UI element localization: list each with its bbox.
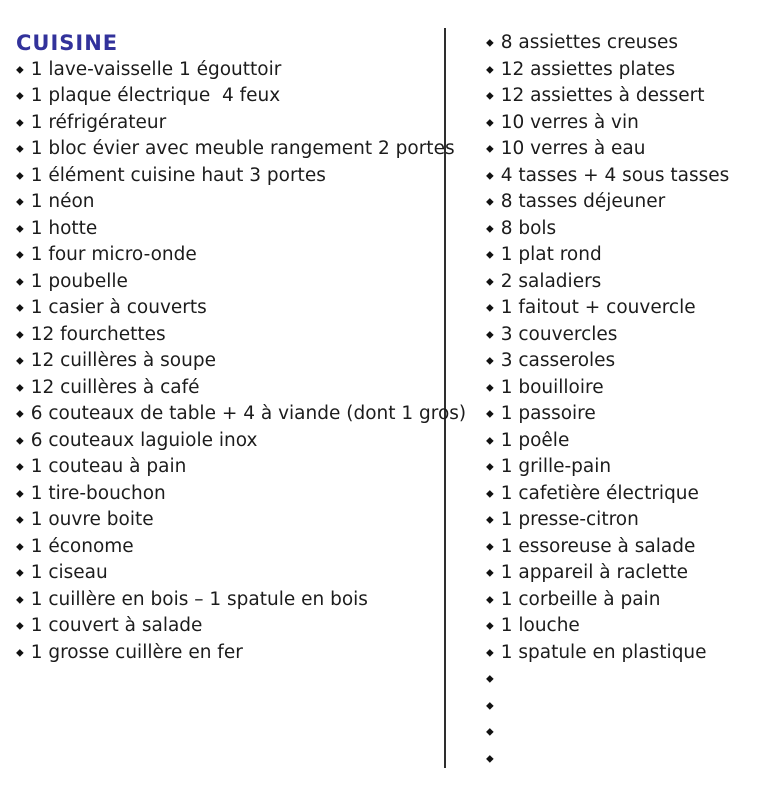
item-text: 12 assiettes à dessert [500, 85, 705, 106]
list-item [16, 428, 440, 455]
list-item [486, 401, 766, 428]
list-item [486, 110, 766, 137]
item-text: 1 bouilloire [500, 376, 604, 398]
left-item-list [16, 57, 467, 667]
diamond-bullet-icon: ◆ [486, 567, 494, 579]
item-text: 1 plaque électrique 4 feux [30, 85, 281, 106]
diamond-bullet-icon: ◆ [16, 143, 24, 155]
diamond-bullet-icon: ◆ [486, 37, 494, 49]
left-column [16, 30, 467, 666]
list-item [16, 507, 440, 534]
list-item [486, 613, 766, 640]
item-text: 2 saladiers [500, 270, 602, 292]
list-item [16, 348, 440, 375]
diamond-bullet-icon: ◆ [16, 170, 24, 181]
list-item [16, 613, 440, 640]
diamond-bullet-icon: ◆ [16, 329, 24, 340]
item-text: 1 poubelle [30, 270, 128, 292]
diamond-bullet-icon: ◆ [486, 541, 494, 552]
diamond-bullet-icon: ◆ [486, 514, 494, 526]
diamond-bullet-icon: ◆ [486, 302, 494, 314]
list-item [486, 83, 766, 110]
item-text: 8 tasses déjeuner [500, 191, 666, 212]
item-text: 8 assiettes creuses [500, 32, 679, 53]
diamond-bullet-icon: ◆ [486, 355, 494, 367]
item-text: 1 élément cuisine haut 3 portes [30, 164, 326, 186]
list-item [486, 163, 766, 190]
item-text: 1 corbeille à pain [500, 588, 661, 610]
item-text: 3 casseroles [500, 350, 616, 371]
item-text: 3 couvercles [500, 323, 618, 345]
item-text: 1 réfrigérateur [30, 111, 167, 133]
item-text: 12 fourchettes [30, 323, 166, 345]
list-item [16, 83, 440, 110]
list-item [486, 375, 766, 402]
list-item [16, 136, 455, 163]
list-item [16, 189, 440, 216]
item-text: 1 casier à couverts [30, 297, 207, 318]
diamond-bullet-icon: ◆ [16, 541, 24, 552]
list-item [486, 719, 766, 746]
list-item [486, 189, 766, 216]
diamond-bullet-icon: ◆ [16, 249, 24, 261]
diamond-bullet-icon: ◆ [16, 276, 24, 287]
list-item [16, 322, 440, 349]
item-text: 8 bols [500, 217, 557, 239]
item-text: 1 hotte [30, 217, 98, 239]
item-text: 12 assiettes plates [500, 58, 676, 80]
diamond-bullet-icon: ◆ [16, 461, 24, 473]
diamond-bullet-icon: ◆ [486, 435, 494, 446]
diamond-bullet-icon: ◆ [486, 647, 494, 658]
diamond-bullet-icon: ◆ [16, 302, 24, 314]
diamond-bullet-icon: ◆ [16, 514, 24, 526]
item-text: 1 appareil à raclette [500, 562, 688, 583]
item-text: 1 tire-bouchon [30, 482, 166, 504]
list-item [486, 295, 766, 322]
diamond-bullet-icon: ◆ [486, 382, 494, 393]
item-text: 4 tasses + 4 sous tasses [500, 164, 730, 186]
item-text: 1 poêle [500, 429, 570, 451]
item-text: 12 cuillères à café [30, 376, 200, 398]
list-item [486, 746, 766, 773]
list-item [16, 163, 440, 190]
diamond-bullet-icon: ◆ [16, 567, 24, 579]
list-item [486, 57, 766, 84]
list-item [16, 454, 440, 481]
item-text: 6 couteaux laguiole inox [30, 429, 258, 451]
diamond-bullet-icon: ◆ [16, 196, 24, 208]
diamond-bullet-icon: ◆ [16, 223, 24, 234]
diamond-bullet-icon: ◆ [486, 170, 494, 181]
item-text: 1 louche [500, 615, 580, 636]
diamond-bullet-icon: ◆ [16, 594, 24, 605]
item-text: 1 four micro-onde [30, 244, 197, 265]
right-item-list [486, 30, 766, 772]
diamond-bullet-icon: ◆ [486, 673, 494, 685]
diamond-bullet-icon: ◆ [486, 90, 494, 102]
list-item [486, 216, 766, 243]
list-item [16, 534, 440, 561]
list-item [486, 269, 766, 296]
list-item [16, 242, 440, 269]
item-text: 6 couteaux de table + 4 à viande (dont 1 gros) [30, 403, 467, 424]
list-item [486, 560, 766, 587]
item-text: 1 couvert à salade [30, 615, 203, 636]
item-text: 10 verres à vin [500, 111, 639, 133]
diamond-bullet-icon: ◆ [486, 726, 494, 738]
diamond-bullet-icon: ◆ [486, 408, 494, 420]
diamond-bullet-icon: ◆ [486, 117, 494, 128]
list-item [486, 507, 766, 534]
list-item [486, 242, 766, 269]
list-item [486, 348, 766, 375]
item-text: 1 couteau à pain [30, 456, 187, 477]
diamond-bullet-icon: ◆ [486, 461, 494, 473]
list-item [16, 560, 440, 587]
item-text: 1 néon [30, 191, 95, 212]
item-text: 10 verres à eau [500, 138, 646, 159]
right-column [486, 30, 766, 772]
list-item [16, 375, 440, 402]
diamond-bullet-icon: ◆ [486, 700, 494, 711]
diamond-bullet-icon: ◆ [16, 408, 24, 420]
list-item [16, 481, 440, 508]
list-item [486, 322, 766, 349]
diamond-bullet-icon: ◆ [16, 435, 24, 446]
item-text: 1 économe [30, 535, 134, 557]
item-text: 1 bloc évier avec meuble rangement 2 portes [30, 138, 455, 159]
diamond-bullet-icon: ◆ [486, 64, 494, 75]
diamond-bullet-icon: ◆ [16, 382, 24, 393]
list-item [16, 216, 440, 243]
item-text: 1 essoreuse à salade [500, 535, 696, 557]
list-item [486, 454, 766, 481]
item-text: 1 grille-pain [500, 456, 612, 477]
diamond-bullet-icon: ◆ [486, 753, 494, 764]
list-item [16, 640, 440, 667]
diamond-bullet-icon: ◆ [16, 90, 24, 102]
item-text: 1 lave-vaisselle 1 égouttoir [30, 58, 282, 80]
item-text: 1 ciseau [30, 562, 108, 583]
list-item [486, 30, 766, 57]
diamond-bullet-icon: ◆ [486, 223, 494, 234]
diamond-bullet-icon: ◆ [486, 196, 494, 208]
section-heading: CUISINE [16, 31, 119, 55]
item-text: 1 plat rond [500, 244, 602, 265]
diamond-bullet-icon: ◆ [486, 620, 494, 632]
diamond-bullet-icon: ◆ [16, 620, 24, 632]
list-item [486, 534, 766, 561]
list-item [16, 57, 440, 84]
item-text: 12 cuillères à soupe [30, 350, 216, 371]
diamond-bullet-icon: ◆ [486, 143, 494, 155]
list-item [486, 481, 766, 508]
item-text: 1 ouvre boite [30, 509, 154, 530]
list-item [486, 666, 766, 693]
item-text: 1 presse-citron [500, 509, 639, 530]
list-item [16, 401, 467, 428]
list-item [486, 587, 766, 614]
diamond-bullet-icon: ◆ [486, 276, 494, 287]
list-item [486, 640, 766, 667]
item-text: 1 passoire [500, 403, 596, 424]
diamond-bullet-icon: ◆ [16, 117, 24, 128]
list-item [16, 269, 440, 296]
item-text: 1 cuillère en bois – 1 spatule en bois [30, 588, 368, 610]
item-text: 1 spatule en plastique [500, 641, 707, 663]
list-item [16, 587, 440, 614]
item-text: 1 cafetière électrique [500, 482, 699, 504]
list-item [16, 295, 440, 322]
diamond-bullet-icon: ◆ [486, 488, 494, 499]
item-text: 1 faitout + couvercle [500, 297, 696, 318]
list-item [486, 693, 766, 720]
list-item [486, 136, 766, 163]
diamond-bullet-icon: ◆ [486, 249, 494, 261]
diamond-bullet-icon: ◆ [16, 64, 24, 75]
item-text: 1 grosse cuillère en fer [30, 641, 243, 663]
diamond-bullet-icon: ◆ [16, 647, 24, 658]
diamond-bullet-icon: ◆ [486, 594, 494, 605]
list-item [16, 110, 440, 137]
diamond-bullet-icon: ◆ [486, 329, 494, 340]
diamond-bullet-icon: ◆ [16, 488, 24, 499]
list-item [486, 428, 766, 455]
diamond-bullet-icon: ◆ [16, 355, 24, 367]
